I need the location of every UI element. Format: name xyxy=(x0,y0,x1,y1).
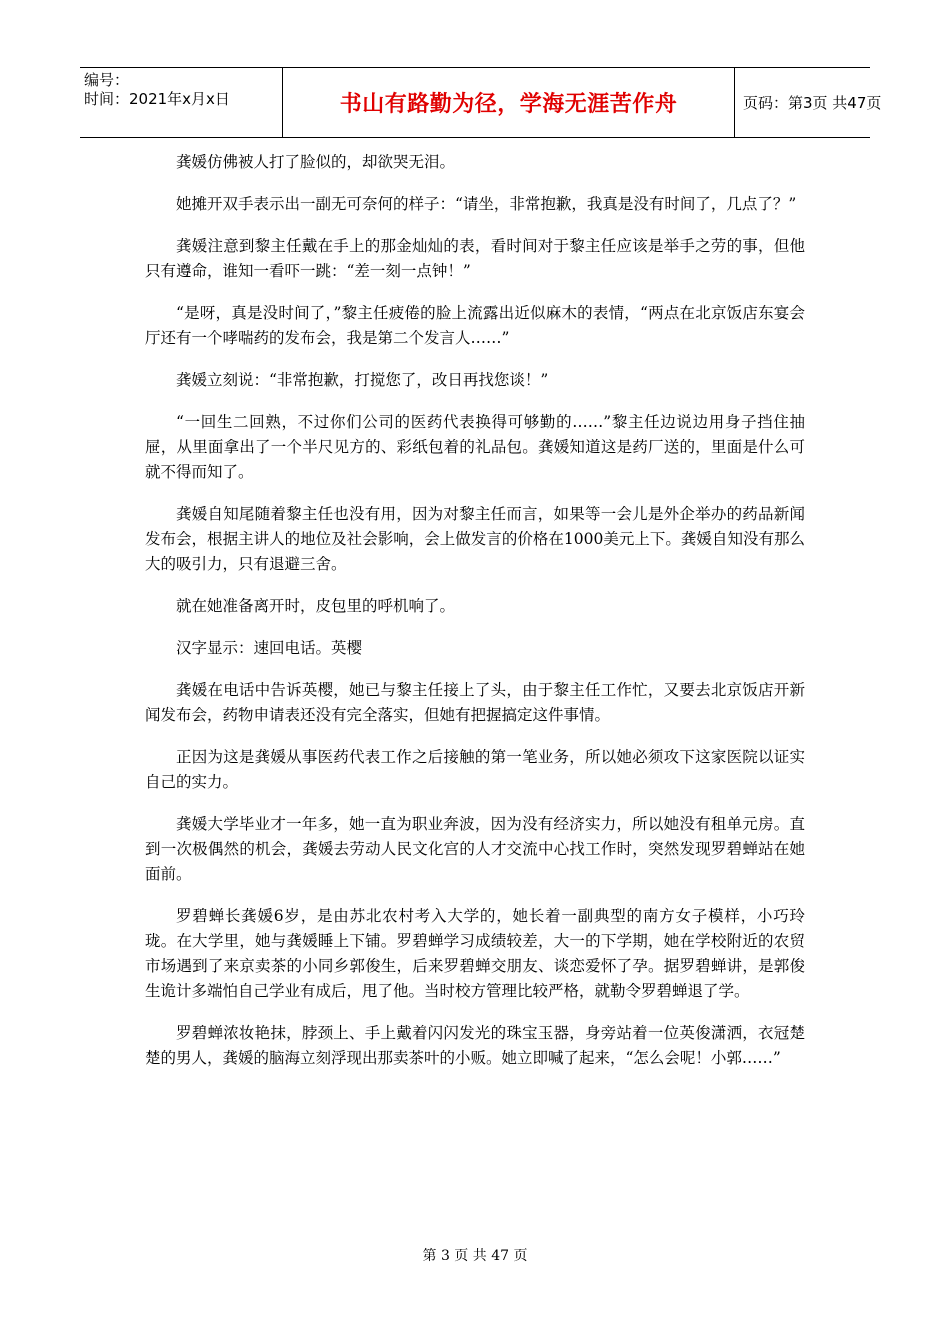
paragraph: 汉字显示：速回电话。英樱 xyxy=(176,639,363,657)
paragraph: 罗碧蝉浓妆艳抹，脖颈上、手上戴着闪闪发光的珠宝玉器，身旁站着一位英俊潇洒，衣冠楚楚的男人，龚媛的脑海立刻浮现出那卖茶叶的小贩。她立即喊了起来，“怎么会呢！小郭……” xyxy=(145,1024,805,1067)
number-label: 编号： xyxy=(84,71,130,89)
paragraph: 她摊开双手表示出一副无可奈何的样子：“请坐，非常抱歉，我真是没有时间了，几点了？” xyxy=(176,195,797,213)
header-motto-cell xyxy=(283,68,735,137)
paragraph: 龚媛注意到黎主任戴在手上的那金灿灿的表，看时间对于黎主任应该是举手之劳的事，但他只有遵命，谁知一看吓一跳：“差一刻一点钟！” xyxy=(145,237,805,280)
document-body xyxy=(145,150,805,1088)
paragraph: 龚媛大学毕业才一年多，她一直为职业奔波，因为没有经济实力，所以她没有租单元房。直到一次极偶然的机会，龚媛去劳动人民文化宫的人才交流中心找工作时，突然发现罗碧蝉站在她面前。 xyxy=(145,815,805,883)
paragraph: 就在她准备离开时，皮包里的呼机响了。 xyxy=(176,597,456,615)
paragraph: 龚媛自知尾随着黎主任也没有用，因为对黎主任而言，如果等一会儿是外企举办的药品新闻发布会，根据主讲人的地位及社会影响，会上做发言的价格在1000美元上下。龚媛自知没有那么大的吸引力，只有退避三舍。 xyxy=(145,505,805,573)
motto: 书山有路勤为径，学海无涯苦作舟 xyxy=(339,92,678,117)
paragraph: 龚媛立刻说：“非常抱歉，打搅您了，改日再找您谈！” xyxy=(176,371,549,389)
footer-page-number: 第 3 页 共 47 页 xyxy=(422,1248,528,1264)
paragraph: 龚媛仿佛被人打了脸似的，却欲哭无泪。 xyxy=(176,153,456,171)
page-header xyxy=(80,67,882,138)
paragraph: 龚媛在电话中告诉英樱，她已与黎主任接上了头，由于黎主任工作忙，又要去北京饭店开新闻发布会，药物申请表还没有完全落实，但她有把握搞定这件事情。 xyxy=(145,681,805,724)
page-footer xyxy=(0,1245,950,1265)
paragraph: “一回生二回熟，不过你们公司的医药代表换得可够勤的……”黎主任边说边用身子挡住抽屉，从里面拿出了一个半尺见方的、彩纸包着的礼品包。龚媛知道这是药厂送的，里面是什么可就不得而知了。 xyxy=(145,413,805,481)
header-page-cell xyxy=(735,68,882,137)
time-label: 时间：2021年x月x日 xyxy=(84,90,230,108)
header-meta xyxy=(80,68,283,137)
page-label: 页码：第3页 共47页 xyxy=(743,94,882,112)
paragraph: 罗碧蝉长龚媛6岁，是由苏北农村考入大学的，她长着一副典型的南方女子模样，小巧玲珑。在大学里，她与龚媛睡上下铺。罗碧蝉学习成绩较差，大一的下学期，她在学校附近的农贸市场遇到了来京卖茶的小同乡郭俊生，后来罗碧蝉交朋友、谈恋爱怀了孕。据罗碧蝉讲，是郭俊生诡计多端怕自己学业有成后，甩了他。当时校方管理比较严格，就勒令罗碧蝉退了学。 xyxy=(145,907,805,1000)
paragraph: “是呀，真是没时间了，”黎主任疲倦的脸上流露出近似麻木的表情，“两点在北京饭店东宴会厅还有一个哮喘药的发布会，我是第二个发言人……” xyxy=(145,304,805,347)
paragraph: 正因为这是龚媛从事医药代表工作之后接触的第一笔业务，所以她必须攻下这家医院以证实自己的实力。 xyxy=(145,748,805,791)
